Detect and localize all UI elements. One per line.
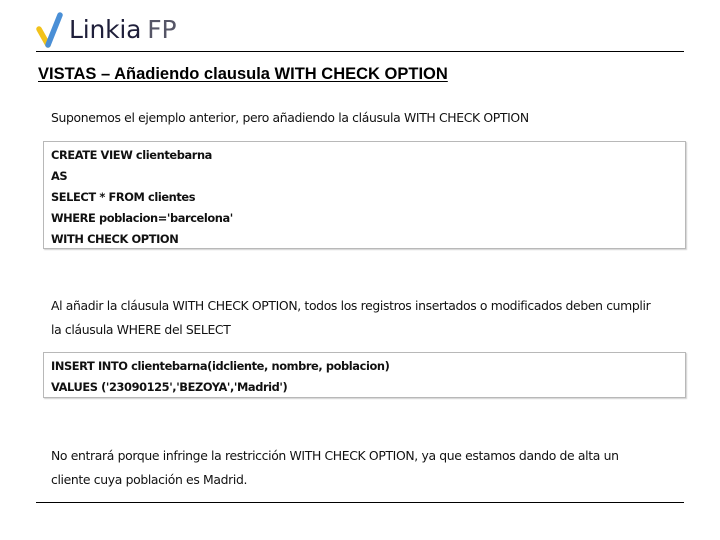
- code-line: VALUES ('23090125','BEZOYA','Madrid'): [51, 380, 288, 394]
- footer-divider: [36, 502, 684, 503]
- logo-text: [69, 12, 176, 48]
- logo: [36, 12, 176, 48]
- logo-name: Linkia: [69, 15, 142, 44]
- slide-title: VISTAS – Añadiendo clausula WITH CHECK OPTION: [38, 65, 448, 83]
- logo-suffix: FP: [147, 15, 177, 44]
- code-line: INSERT INTO clientebarna(idcliente, nombre, poblacion): [51, 359, 390, 373]
- checkmark-icon: [36, 12, 66, 48]
- code-line: AS: [51, 169, 68, 183]
- code-line: CREATE VIEW clientebarna: [51, 148, 212, 162]
- explanation-text: Al añadir la cláusula WITH CHECK OPTION, todos los registros insertados o modificados deben cumplir la cláusula WHERE del SELECT: [51, 298, 651, 337]
- conclusion-text: No entrará porque infringe la restricción WITH CHECK OPTION, ya que estamos dando de alta un cliente cuya población es Madrid.: [51, 448, 619, 487]
- intro-text: Suponemos el ejemplo anterior, pero añadiendo la cláusula WITH CHECK OPTION: [51, 110, 529, 125]
- header-divider: [36, 51, 684, 52]
- code-block-insert: [43, 352, 686, 398]
- code-line: WHERE poblacion='barcelona': [51, 211, 233, 225]
- code-block-create-view: [43, 141, 686, 249]
- code-line: WITH CHECK OPTION: [51, 232, 179, 246]
- code-line: SELECT * FROM clientes: [51, 190, 196, 204]
